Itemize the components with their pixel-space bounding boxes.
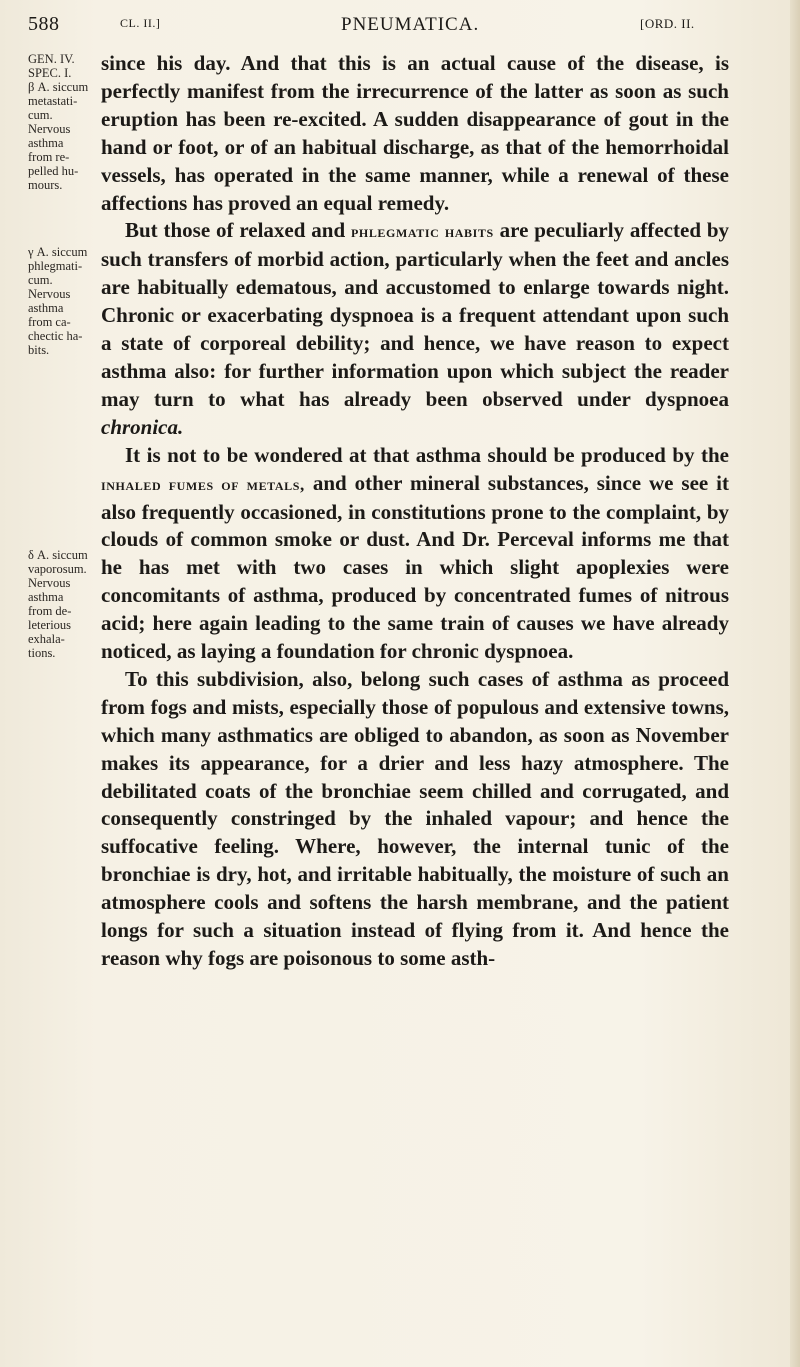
margin-line: Nervous [28, 122, 71, 136]
small-caps-run: phlegmatic habits [350, 222, 494, 242]
margin-line: pelled hu- [28, 164, 79, 178]
paragraph-3 [101, 442, 729, 666]
margin-note-phlegmaticum [28, 245, 92, 357]
text-run: To this subdivision, also, belong such cases of asthma as proceed from fogs and mists, especially those of populous and extensive towns, which many asthmatics are obliged to abandon, as soon as November makes its appearance, for a drier and less hazy atmosphere. The debilitated coats of the bronchiae seem chilled and corrugated, and consequently constringed by the inhaled vapour; and hence the suffocative feeling. Where, however, the internal tunic of the bronchiae is dry, hot, and irritable habitually, the moisture of such an atmosphere cools and softens the harsh membrane, and the patient longs for such a situation instead of flying from it. And hence the reason why fogs are poisonous to some asth- [101, 666, 729, 970]
margin-line: Nervous [28, 287, 71, 301]
margin-line: chectic ha- [28, 329, 83, 343]
margin-line: from ca- [28, 315, 71, 329]
margin-line: asthma [28, 136, 64, 150]
running-header [28, 8, 748, 38]
margin-note-vaporosum [28, 548, 92, 660]
page-edge [790, 0, 800, 1367]
order-label: [ORD. II. [640, 16, 695, 31]
italic-run: chronica. [101, 414, 184, 439]
paragraph-2 [101, 217, 729, 441]
text-run: since his day. And that this is an actual cause of the disease, is perfectly manifest from the irrecurrence of the latter as soon as such eruption has been re-excited. A sudden disappearance of gout in the hand or foot, or of an habitual discharge, as that of the hemorrhoidal vessels, has operated in the same manner, while a renewal of these affections has proved an equal remedy. [101, 51, 729, 215]
margin-line: leterious [28, 618, 72, 632]
margin-line: δ A. siccum [28, 548, 88, 562]
text-run: and other mineral substances, since we see it also frequently occasioned, in constitutions prone to the complaint, by clouds of common smoke or dust. And Dr. Perceval informs me that he has met with two cases in which slight apoplexies were concomitants of asthma, produced by concentrated fumes of nitrous acid; here again leading to the same train of causes we have already noticed, as laying a foundation for chronic dyspnoea. [101, 470, 729, 664]
margin-line: metastati- [28, 94, 78, 108]
paragraph-1 [101, 50, 729, 217]
volume-label: CL. II.] [120, 16, 161, 30]
paragraph-4 [101, 666, 729, 973]
small-caps-run: inhaled fumes of metals, [101, 474, 305, 494]
running-title: PNEUMATICA. [341, 14, 480, 35]
text-run: It is not to be wondered at that asthma should be produced by the [125, 442, 729, 467]
margin-line: β A. siccum [28, 80, 89, 94]
text-run: are peculiarly affected by such transfers of morbid action, particularly when the feet and ancles are habitually edematous, and accustomed to enlarge towards night. Chronic or exacerbating dyspnoea is a frequent attendant upon such a state of corporeal debility; and hence, we have reason to expect asthma also: for further information upon which subject the reader may turn to what has already been observed under dyspnoea [101, 218, 730, 411]
margin-line: phlegmati- [28, 259, 83, 273]
margin-line: Nervous [28, 576, 71, 590]
page-number: 588 [28, 13, 60, 35]
margin-line: exhala- [28, 632, 65, 646]
text-run: But those of relaxed and [125, 218, 351, 243]
margin-line: from re- [28, 150, 70, 164]
margin-line: mours. [28, 178, 63, 192]
margin-line: tions. [28, 646, 56, 660]
margin-line: GEN. IV. [28, 52, 75, 66]
margin-line: asthma [28, 301, 64, 315]
margin-line: vaporosum. [28, 562, 87, 576]
margin-note-metastaticum [28, 80, 92, 192]
margin-line: from de- [28, 604, 72, 618]
margin-line: γ A. siccum [28, 245, 88, 259]
margin-line: cum. [28, 108, 53, 122]
margin-note-genus [28, 52, 92, 80]
margin-line: asthma [28, 590, 64, 604]
margin-line: bits. [28, 343, 50, 357]
margin-line: SPEC. I. [28, 66, 72, 80]
margin-line: cum. [28, 273, 53, 287]
body-text [101, 50, 729, 973]
